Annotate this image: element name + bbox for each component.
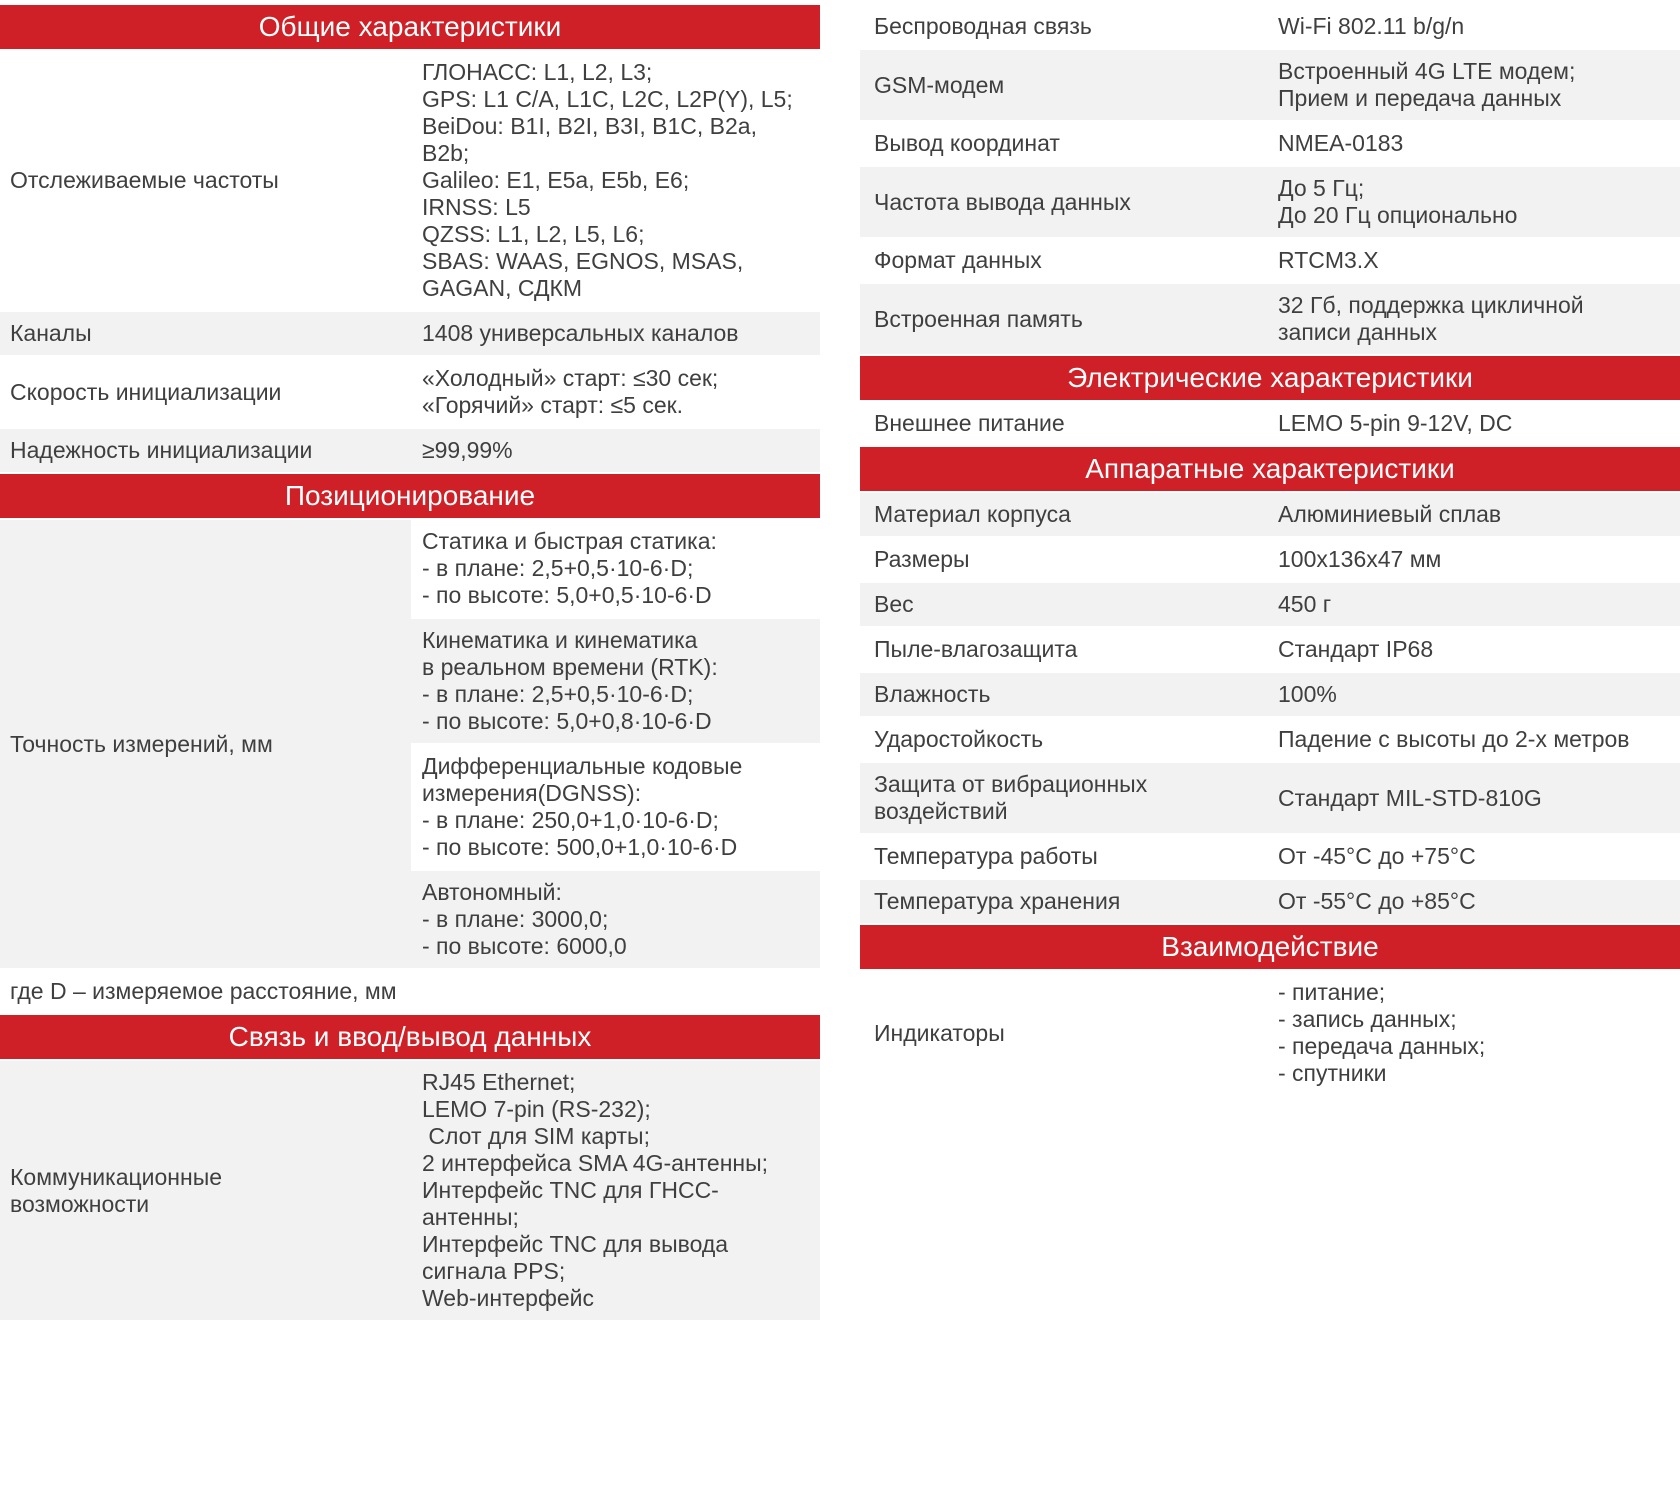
spec-label [860, 181, 1278, 224]
spec-value-line: - питание; [1278, 979, 1386, 1005]
spec-row [860, 122, 1680, 165]
spec-value-line: От -45°C до +75°C [1278, 843, 1476, 869]
spec-note-text: где D – измеряемое расстояние, мм [10, 978, 397, 1004]
spec-row [860, 167, 1680, 237]
spec-label-line: Беспроводная связь [874, 13, 1092, 39]
spec-value-line: - по высоте: 5,0+0,8·10-6·D [422, 708, 712, 734]
spec-value [1278, 493, 1680, 536]
spec-label-line: Температура работы [874, 843, 1098, 869]
spec-label-line: Материал корпуса [874, 501, 1071, 527]
spec-row [860, 835, 1680, 878]
spec-label-line: воздействий [874, 798, 1008, 824]
spec-label-line: возможности [10, 1190, 150, 1217]
spec-value-line: 2 интерфейса SMA 4G-антенны; [422, 1150, 769, 1176]
spec-value [411, 357, 820, 427]
spec-value-line: 32 Гб, поддержка цикличной [1278, 292, 1584, 318]
spec-label-line: Отслеживаемые частоты [10, 167, 279, 193]
spec-value-line: Интерфейс TNC для вывода [422, 1231, 729, 1257]
spec-label [0, 312, 411, 355]
spec-label [860, 673, 1278, 716]
spec-group-values [411, 520, 820, 968]
spec-value-line: - по высоте: 6000,0 [422, 933, 627, 959]
spec-label-line: Коммуникационные [10, 1163, 223, 1190]
spec-label [860, 628, 1278, 671]
spec-value-line: в реальном времени (RTK): [422, 654, 718, 680]
spec-row [0, 357, 820, 427]
spec-value-line: Wi-Fi 802.11 b/g/n [1278, 13, 1465, 39]
spec-value-line: Стандарт MIL-STD-810G [1278, 784, 1542, 811]
spec-label-line: Размеры [874, 546, 970, 572]
spec-value-line: - спутники [1278, 1060, 1387, 1086]
spec-value-line: Web-интерфейс [422, 1285, 595, 1311]
spec-label [860, 583, 1278, 626]
spec-row [0, 1061, 820, 1320]
spec-value-line: Алюминиевый сплав [1278, 501, 1502, 527]
spec-label-line: Пыле-влагозащита [874, 636, 1078, 662]
spec-row [860, 718, 1680, 761]
spec-row [860, 763, 1680, 833]
spec-value-line: Galileo: E1, E5a, E5b, E6; [422, 167, 690, 193]
spec-label [0, 520, 411, 968]
spec-value [1278, 971, 1680, 1095]
spec-value-line: «Холодный» старт: ≤30 сек; [422, 365, 719, 391]
spec-label [860, 122, 1278, 165]
spec-row [860, 880, 1680, 923]
spec-row [860, 493, 1680, 536]
spec-value [1278, 239, 1680, 282]
spec-label-line: GSM-модем [874, 71, 1005, 98]
spec-row [860, 628, 1680, 671]
spec-label-line: Формат данных [874, 247, 1042, 273]
spec-value [411, 429, 820, 472]
spec-value [1278, 880, 1680, 923]
spec-value-line: Статика и быстрая статика: [422, 528, 717, 554]
section-header: Аппаратные характеристики [860, 447, 1680, 491]
spec-label [860, 538, 1278, 581]
spec-value-line: «Горячий» старт: ≤5 сек. [422, 392, 684, 418]
spec-label-line: Вывод координат [874, 130, 1060, 156]
spec-label [860, 1012, 1278, 1055]
spec-value-line: Автономный: [422, 879, 562, 905]
spec-value [1278, 5, 1680, 48]
spec-value [1278, 122, 1680, 165]
spec-row [860, 673, 1680, 716]
spec-value-line: антенны; [422, 1204, 519, 1230]
spec-group [0, 520, 820, 968]
spec-label-line: Надежность инициализации [10, 437, 313, 463]
spec-label [860, 402, 1278, 445]
spec-row [0, 312, 820, 355]
section-header: Общие характеристики [0, 5, 820, 49]
spec-label [860, 718, 1278, 761]
spec-label [860, 298, 1278, 341]
spec-value [1278, 628, 1680, 671]
spec-note [0, 970, 820, 1013]
spec-value [1278, 284, 1680, 354]
spec-value [1278, 167, 1680, 237]
spec-value [1278, 777, 1680, 820]
spec-subrow [411, 619, 820, 743]
spec-label-line: Ударостойкость [874, 726, 1044, 752]
spec-value [1278, 402, 1680, 445]
spec-value-line: - передача данных; [1278, 1033, 1486, 1059]
spec-value-line: 450 г [1278, 591, 1332, 617]
spec-value-line: LEMO 5-pin 9-12V, DC [1278, 410, 1513, 436]
spec-value-line: LEMO 7-pin (RS-232); [422, 1096, 651, 1122]
spec-row [860, 50, 1680, 120]
spec-row [0, 429, 820, 472]
spec-value-line: - запись данных; [1278, 1006, 1457, 1032]
spec-label-line: Внешнее питание [874, 410, 1065, 436]
spec-value [411, 1061, 820, 1320]
spec-label-line: Скорость инициализации [10, 378, 282, 405]
spec-value [1278, 673, 1680, 716]
spec-value-line: RJ45 Ethernet; [422, 1069, 576, 1095]
spec-value-line: Стандарт IP68 [1278, 636, 1434, 662]
spec-label [860, 493, 1278, 536]
spec-value-line: Слот для SIM карты; [422, 1123, 650, 1149]
spec-label [0, 429, 411, 472]
spec-value-line: Кинематика и кинематика [422, 627, 698, 653]
spec-label [0, 371, 411, 414]
spec-label [860, 5, 1278, 48]
spec-subrow [411, 871, 820, 968]
spec-row [860, 284, 1680, 354]
spec-subrow [411, 745, 820, 869]
spec-value-line: измерения(DGNSS): [422, 780, 642, 806]
spec-value [411, 312, 820, 355]
spec-value-line: От -55°C до +85°C [1278, 888, 1476, 914]
spec-value-line: RTCM3.X [1278, 247, 1379, 273]
spec-label-line: Температура хранения [874, 888, 1121, 914]
section-header: Электрические характеристики [860, 356, 1680, 400]
spec-label [0, 1156, 411, 1226]
spec-row [860, 971, 1680, 1095]
spec-row [860, 583, 1680, 626]
spec-row [860, 402, 1680, 445]
spec-value-line: записи данных [1278, 319, 1438, 345]
spec-value-line: - по высоте: 500,0+1,0·10-6·D [422, 834, 738, 860]
spec-label-line: Влажность [874, 681, 991, 707]
spec-row [860, 5, 1680, 48]
spec-value-line: Дифференциальные кодовые [422, 753, 743, 779]
spec-value-line: ГЛОНАСС: L1, L2, L3; [422, 59, 653, 85]
spec-value-line: Встроенный 4G LTE модем; [1278, 58, 1576, 84]
spec-value-line: NMEA-0183 [1278, 130, 1404, 156]
spec-value-line: B2b; [422, 140, 470, 166]
spec-value-line: GAGAN, СДКМ [422, 275, 583, 301]
spec-value-line: QZSS: L1, L2, L5, L6; [422, 221, 645, 247]
spec-value [1278, 835, 1680, 878]
spec-label [860, 239, 1278, 282]
spec-value-line: 1408 универсальных каналов [422, 320, 739, 346]
spec-value-line: - в плане: 2,5+0,5·10-6·D; [422, 555, 694, 581]
spec-value [1278, 718, 1680, 761]
spec-value-line: 100% [1278, 681, 1337, 707]
spec-value-line: Прием и передача данных [1278, 85, 1562, 111]
spec-label-line: Встроенная память [874, 305, 1083, 332]
spec-value-line: - в плане: 2,5+0,5·10-6·D; [422, 681, 694, 707]
section-header: Позиционирование [0, 474, 820, 518]
spec-row [0, 51, 820, 310]
spec-value [1278, 50, 1680, 120]
spec-label [860, 835, 1278, 878]
spec-value [1278, 583, 1680, 626]
spec-row [860, 239, 1680, 282]
spec-label-line: Частота вывода данных [874, 188, 1131, 215]
spec-label [860, 880, 1278, 923]
spec-label [860, 64, 1278, 107]
spec-label-line: Защита от вибрационных [874, 771, 1148, 797]
spec-value [411, 51, 820, 310]
spec-label [0, 159, 411, 202]
spec-label-line: Точность измерений, мм [10, 730, 273, 757]
spec-value-line: GPS: L1 C/A, L1C, L2C, L2P(Y), L5; [422, 86, 793, 112]
spec-value-line: ≥99,99% [422, 437, 513, 463]
spec-value-line: сигнала PPS; [422, 1258, 566, 1284]
left-column [0, 5, 820, 1322]
right-column [860, 5, 1680, 1097]
spec-value-line: 100x136x47 мм [1278, 546, 1442, 572]
spec-value-line: Интерфейс TNC для ГНСС- [422, 1177, 719, 1203]
spec-value-line: До 5 Гц; [1278, 175, 1365, 201]
spec-value-line: BeiDou: B1I, B2I, B3I, B1C, B2a, [422, 113, 757, 139]
section-header: Взаимодействие [860, 925, 1680, 969]
spec-value-line: IRNSS: L5 [422, 194, 531, 220]
spec-label-line: Вес [874, 591, 914, 617]
spec-label [860, 763, 1278, 833]
spec-label-line: Индикаторы [874, 1019, 1005, 1046]
spec-subrow [411, 520, 820, 617]
spec-value-line: - в плане: 3000,0; [422, 906, 609, 932]
spec-value-line: До 20 Гц опционально [1278, 202, 1518, 228]
spec-value-line: - в плане: 250,0+1,0·10-6·D; [422, 807, 719, 833]
spec-row [860, 538, 1680, 581]
spec-value-line: Падение с высоты до 2-х метров [1278, 726, 1630, 752]
spec-label-line: Каналы [10, 320, 92, 346]
section-header: Связь и ввод/вывод данных [0, 1015, 820, 1059]
spec-value [1278, 538, 1680, 581]
spec-value-line: SBAS: WAAS, EGNOS, MSAS, [422, 248, 744, 274]
spec-value-line: - по высоте: 5,0+0,5·10-6·D [422, 582, 712, 608]
